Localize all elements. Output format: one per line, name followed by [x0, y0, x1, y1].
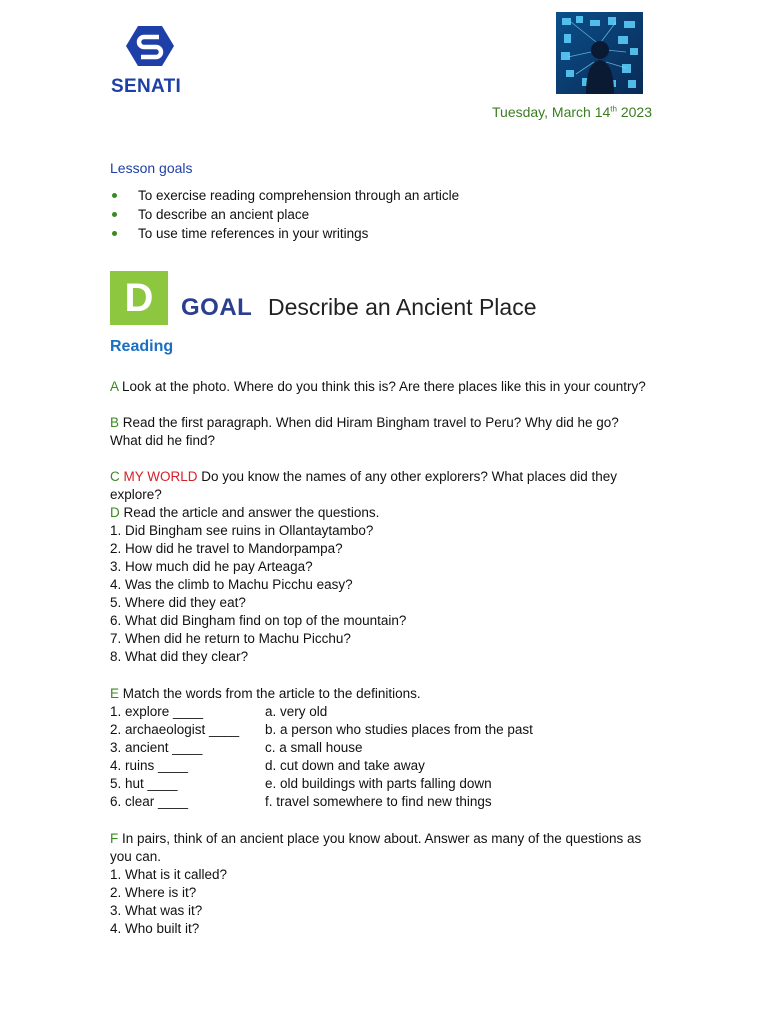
lesson-goals-title: Lesson goals — [110, 160, 193, 176]
list-item: 4. Was the climb to Machu Picchu easy? — [110, 577, 353, 592]
date-superscript: th — [610, 104, 617, 114]
list-item: To describe an ancient place — [110, 205, 459, 224]
list-item: 2. Where is it? — [110, 885, 197, 900]
list-item: 2. How did he travel to Mandorpampa? — [110, 541, 343, 556]
list-item: 5. Where did they eat? — [110, 595, 246, 610]
match-word: 1. explore ____ — [110, 704, 204, 719]
section-f-instruction: F In pairs, think of an ancient place you know about. Answer as many of the questions as you can. — [110, 831, 642, 864]
list-item: 1. Did Bingham see ruins in Ollantaytambo? — [110, 523, 374, 538]
match-definition: a. very old — [265, 704, 328, 719]
list-item: 3. What was it? — [110, 903, 203, 918]
match-definition: e. old buildings with parts falling down — [265, 776, 492, 791]
senati-logo-icon — [126, 26, 174, 66]
list-item: 4. Who built it? — [110, 921, 200, 936]
logo-text: SENATI — [111, 76, 182, 97]
reading-title: Reading — [110, 338, 174, 355]
list-item: 1. What is it called? — [110, 867, 228, 882]
match-word: 3. ancient ____ — [110, 740, 203, 755]
list-item: To exercise reading comprehension through an article — [110, 186, 459, 205]
match-definition: f. travel somewhere to find new things — [265, 794, 492, 809]
match-definition: d. cut down and take away — [265, 758, 425, 773]
section-e-instruction: E Match the words from the article to the definitions. — [110, 686, 421, 701]
match-word: 4. ruins ____ — [110, 758, 189, 773]
list-item: 8. What did they clear? — [110, 649, 249, 664]
list-item: 7. When did he return to Machu Picchu? — [110, 631, 351, 646]
section-f — [110, 830, 650, 938]
bullet-icon — [112, 193, 117, 198]
match-word: 5. hut ____ — [110, 776, 178, 791]
match-word: 2. archaeologist ____ — [110, 722, 240, 737]
match-definition: b. a person who studies places from the past — [265, 722, 533, 737]
definitions-column — [265, 703, 533, 811]
bullet-icon — [112, 212, 117, 217]
section-d — [110, 504, 650, 666]
goal-word: GOAL — [181, 294, 253, 321]
section-b: B Read the first paragraph. When did Hiram Bingham travel to Peru? Why did he go? What did he find? — [110, 415, 619, 448]
section-a: A Look at the photo. Where do you think this is? Are there places like this in your country? — [110, 379, 646, 394]
match-word: 6. clear ____ — [110, 794, 189, 809]
technology-illustration — [556, 12, 643, 94]
list-item: 6. What did Bingham find on top of the mountain? — [110, 613, 407, 628]
my-world-label: MY WORLD — [119, 469, 198, 484]
list-item: 3. How much did he pay Arteaga? — [110, 559, 313, 574]
list-item: To use time references in your writings — [110, 224, 459, 243]
lesson-goals-list — [110, 186, 459, 243]
lesson-date: Tuesday, March 14th 2023 — [492, 104, 652, 120]
bullet-icon — [112, 231, 117, 236]
goal-text: Describe an Ancient Place — [268, 294, 537, 320]
section-d-instruction: D Read the article and answer the questions. — [110, 505, 380, 520]
goal-letter-box: D — [110, 271, 168, 325]
match-definition: c. a small house — [265, 740, 363, 755]
section-c: C MY WORLD Do you know the names of any other explorers? What places did they explore? — [110, 469, 617, 502]
